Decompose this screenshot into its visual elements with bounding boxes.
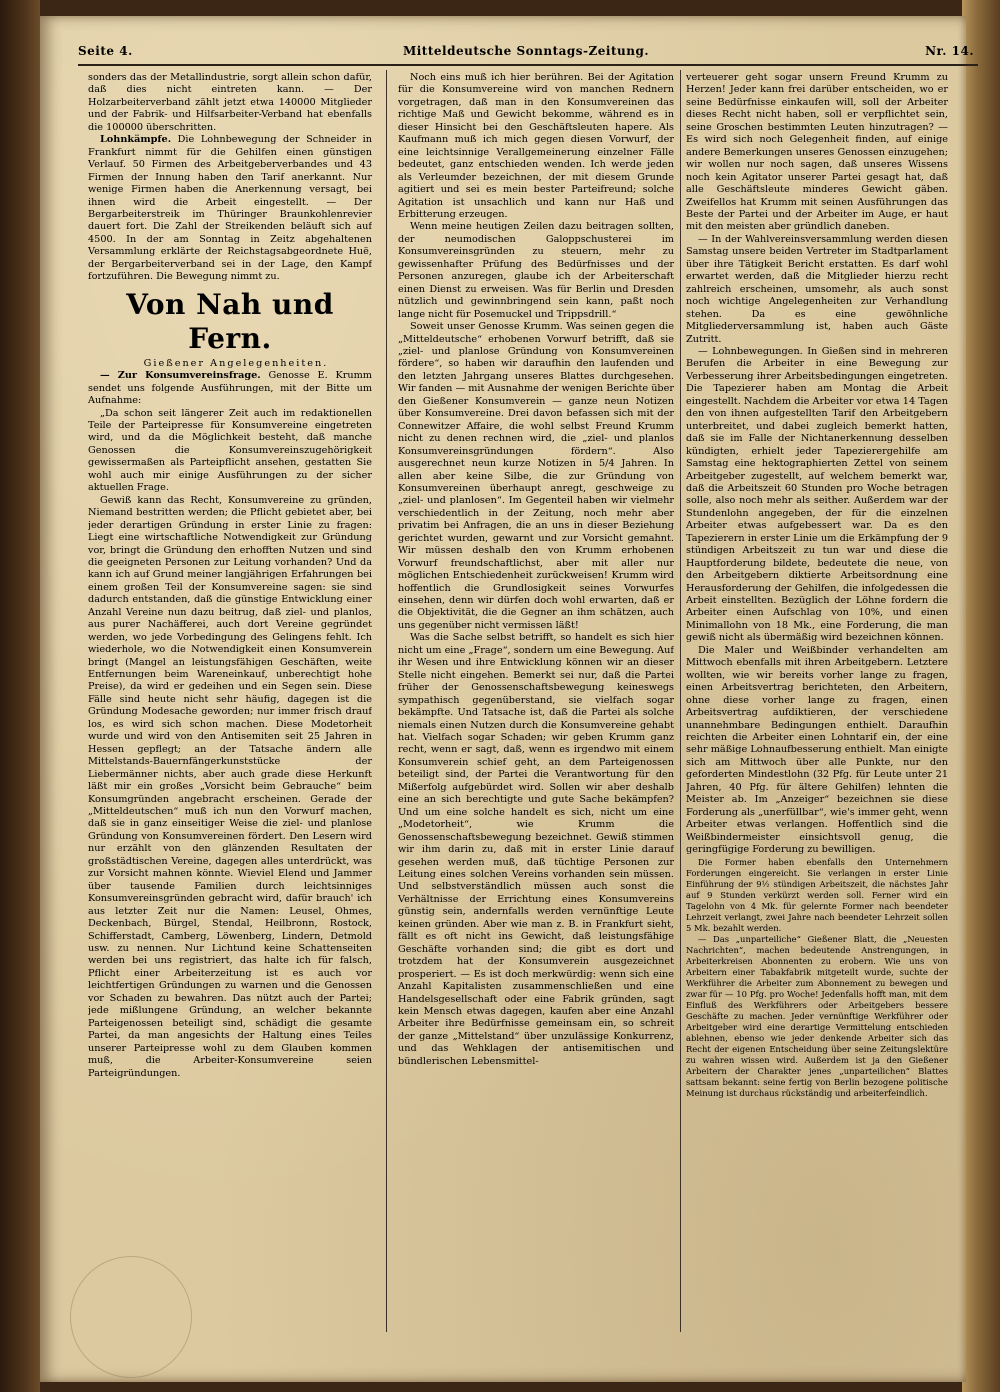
column-divider-1 [386, 70, 387, 1332]
paragraph: — In der Wahlvereinsversammlung werden diesen Samstag unsere beiden Vertreter im Stadtparlament über ihre Tätigkeit Bericht erstatten. Es darf wohl erwartet werden, daß die Mitglieder hierzu recht zahlreich erscheinen, umsomehr, als auch sonst noch wichtige Angelegenheiten zur Verhandlung stehen. Da es eine gewöhnliche Mitgliederversammlung ist, haben auch Gäste Zutritt. [686, 233, 948, 345]
column-divider-2 [680, 70, 681, 1332]
header-rule [78, 64, 978, 66]
paragraph: Noch eins muß ich hier berühren. Bei der Agitation für die Konsumvereine wird von manchen Rednern vorgetragen, daß man in den Konsumvereinen das richtige Maß und Gewicht bekomme, während es in dieser Hinsicht bei den Geschäftsleuten hapere. Als Kaufmann muß ich mich gegen diesen Vorwurf, der eine leichtsinnige Verallgemeinerung einzelner Fälle bedeutet, ganz entschieden wenden. Ich werde jeden als Verleumder bezeichnen, der mit diesem Grunde agitiert und sei es mein bester Parteifreund; solche Agitation ist unsachlich und kann nur Haß und Erbitterung erzeugen. [398, 72, 674, 220]
paragraph-text: Genosse E. Krumm sendet uns folgende Ausführungen, mit der Bitte um Aufnahme: [88, 370, 372, 407]
paragraph: Wenn meine heutigen Zeilen dazu beitragen sollten, der neumodischen Galoppschusterei im Konsumvereinsgründen zu steuern, mehr zu gewissenhafter Prüfung des Bedürfnisses und der Personen anzuregen, glaube ich der Arbeiterschaft einen Dienst zu erweisen. Was für Berlin und Dresden nützlich und gewinnbringend sein kann, paßt noch lange nicht für Posemuckel und Trippsdrill.“ [398, 221, 674, 320]
paragraph-small: — Das „unparteiliche“ Gießener Blatt, die „Neuesten Nachrichten“, machen bedeutende Anstrengungen, in Arbeiterkreisen Abonnenten zu erobern. Wie uns von Arbeitern einer Tabakfabrik mitgeteilt wurde, suchte der Werkführer die Arbeiter zum Abonnement zu bewegen und zwar für — 10 Pfg. pro Woche! Jedenfalls hofft man, mit dem Einfluß des Werkführers oder Arbeitgebers bessere Geschäfte zu machen. Jeder vernünftige Werkführer oder Arbeitgeber wird eine derartige Vermittelung entschieden ablehnen, ebenso wie jeder denkende Arbeiter sich das Recht der eigenen Entscheidung über seine Zeitungslektüre zu wahren wissen wird. Außerdem ist ja den Gießener Arbeitern der Charakter jenes „unparteilichen“ Blattes sattsam bekannt: seine fertig von Berlin bezogene politische Meinung ist durchaus rückständig und arbeiterfeindlich. [686, 933, 948, 1098]
section-label: — Zur Konsumvereinsfrage. [100, 370, 261, 382]
paragraph: verteuerer geht sogar unsern Freund Krumm zu Herzen! Jeder kann frei darüber entscheiden, wo er seine Bedürfnisse einkaufen will, soll der Arbeiter dieses Recht nicht haben, soll er verpflichtet sein, seine Groschen bestimmten Leuten hinzutragen? — Es wird sich noch Gelegenheit finden, auf einige andere Bemerkungen unseres Genossen einzugehen; wir wollen nur noch sagen, daß unseres Wissens noch kein Agitator unserer Partei gesagt hat, daß alle Geschäftsleute minderes Gewicht gäben. Zweifellos hat Krumm mit seinen Ausführungen das Beste der Partei und der Arbeiter im Auge, er haut mit den meisten aber gründlich daneben. [686, 72, 948, 233]
paragraph: sonders das der Metallindustrie, sorgt allein schon dafür, daß dies nicht eintreten kann. — Der Holzarbeiterverband zählt jetzt etwa 140000 Mitglieder und der Fabrik- und Hilfsarbeiter-Verband hat ebenfalls die 100000 überschritten. [88, 72, 372, 133]
paragraph: Was die Sache selbst betrifft, so handelt es sich hier nicht um eine „Frage“, sondern um eine Bewegung. Auf ihr Wesen und ihre Entwicklung können wir an dieser Stelle nicht eingehen. Bemerkt sei nur, daß die Partei früher der Genossenschaftsbewegung keineswegs sympathisch gegenüberstand, sie vielfach sogar bekämpfte. Und Tatsache ist, daß die Partei als solche niemals einen Nutzen durch die Konsumvereine gehabt hat. Vielfach sogar Schaden; wir geben Krumm ganz recht, wenn er sagt, daß, wenn es irgendwo mit einem Konsumverein schief geht, an dem Parteigenossen beteiligt sind, der Partei die Verantwortung für den Mißerfolg aufgebürdet wird. Sollen wir aber deshalb eine an sich berechtigte und gute Sache bekämpfen? Und um eine solche handelt es sich, nicht um eine „Modetorheit“, wie Krumm die Genossenschaftsbewegung bezeichnet. Gewiß stimmen wir ihm darin zu, daß mit in erster Linie darauf gesehen werden muß, daß tüchtige Personen zur Leitung eines solchen Vereins vorhanden sein müssen. Und selbstverständlich müssen auch sonst die Verhältnisse der Errichtung eines Konsumvereins günstig sein, andernfalls werden vernünftige Leute keinen gründen. Aber wie man z. B. in Frankfurt sieht, fällt es oft nicht ins Gewicht, daß leistungsfähige Geschäfte vorhanden sind; die gibt es dort und trotzdem hat der Konsumverein ausgezeichnet prosperiert. — Es ist doch merkwürdig: wenn sich eine Anzahl Kapitalisten zusammenschließen und eine Handelsgesellschaft oder eine Fabrik gründen, sagt kein Mensch etwas dagegen, kaufen aber eine Anzahl Arbeiter ihre Bedürfnisse gemeinsam ein, so schreit der ganze „Mittelstand“ über unzulässige Konkurrenz, und das Wehklagen der antisemitischen und bündlerischen Lebensmittel- [398, 632, 674, 1067]
paragraph-text: Die Lohnbewegung der Schneider in Frankfurt nimmt für die Gehilfen einen günstigen Verlauf. 50 Firmen des Arbeitgeberverbandes und 43 Firmen der Innung haben den Tarif anerkannt. Nur wenige Firmen haben die Anerkennung versagt, bei ihnen wird die Arbeit eingestellt. — Der Bergarbeiterstreik im Thüringer Braunkohlenrevier dauert fort. Die Zahl der Streikenden beläuft sich auf 4500. In der am Sonntag in Zeitz abgehaltenen Versammlung erklärte der Reichstagsabgeordnete Huë, der Bergarbeiterverband sei in der Lage, den Kampf fortzuführen. Die Bewegung nimmt zu. [88, 134, 372, 283]
column-1 [88, 72, 372, 1334]
paragraph: Die Maler und Weißbinder verhandelten am Mittwoch ebenfalls mit ihren Arbeitgebern. Letztere wollten, wie wir bereits vorher lange zu fragen, einen Arbeitsvertrag berichteten, den Arbeitern, ohne diese vorher lange zu fragen, einen Arbeitsvertrag aufdiktieren, der verschiedene unannehmbare Bedingungen enthielt. Daraufhin reichten die Arbeiter einen Lohntarif ein, der eine sehr mäßige Lohnaufbesserung enthielt. Man einigte sich am Mittwoch über alle Punkte, nur den geforderten Mindestlohn (32 Pfg. für Leute unter 21 Jahren, 40 Pfg. für ältere Gehilfen) lehnten die Meister ab. Im „Anzeiger“ bezeichnen sie diese Forderung als „unerfüllbar“, wie's immer geht, wenn Arbeiter etwas verlangen. Hoffentlich sind die Weißbindermeister einsichtsvoll genug, die geringfügige Forderung zu bewilligen. [686, 644, 948, 856]
subheading: Gießener Angelegenheiten. [143, 357, 329, 369]
paragraph: „Da schon seit längerer Zeit auch im redaktionellen Teile der Parteipresse für Konsumvereine eingetreten wird, und da die Möglichkeit besteht, daß manche Genossen die Konsumvereinszugehörigkeit gewissermaßen als Parteipflicht ansehen, gestatten Sie wohl auch mir einige Ausführungen zu der sicher aktuellen Frage. [88, 407, 372, 494]
paragraph [88, 134, 372, 283]
paragraph-small: Die Former haben ebenfalls den Unternehmern Forderungen eingereicht. Sie verlangen in erster Linie Einführung der 9½ stündigen Arbeitszeit, die nächstes Jahr auf 9 Stunden verkürzt werden soll. Ferner wird ein Tagelohn von 4 Mk. für gelernte Former nach beendeter Lehrzeit verlangt, zwei Jahre nach beendeter Lehrzeit sollen 5 Mk. bezahlt werden. [686, 856, 948, 933]
paragraph [88, 370, 372, 407]
book-binding [0, 0, 40, 1392]
section-title: Von Nah und Fern. [126, 287, 334, 355]
column-2 [398, 72, 674, 1334]
column-3 [686, 72, 948, 1334]
section-label: Lohnkämpfe. [100, 134, 172, 146]
paragraph: Soweit unser Genosse Krumm. Was seinen gegen die „Mitteldeutsche“ erhobenen Vorwurf betrifft, daß sie „ziel- und planlose Gründung von Konsumvereinen fördere“, so haben wir daraufhin den laufenden und den letzten Jahrgang unseres Blattes durchgesehen. Wir fanden — mit Ausnahme der wenigen Berichte über den Gießener Konsumverein — ganze neun Notizen über Konsumvereine. Drei davon befassen sich mit der Connewitzer Affaire, die wohl selbst Freund Krumm nicht zu denen rechnen wird, die „ziel- und planlos Konsumvereinsgründungen fördern“. Also ausgerechnet neun kurze Notizen in 5/4 Jahren. In allen aber keine Silbe, die zur Gründung von Konsumvereinen überhaupt anregt, geschweige zu „ziel- und planlosen“. Im Gegenteil haben wir vielmehr verschiedentlich in der Zeitung, noch mehr aber privatim bei Anfragen, die an uns in dieser Beziehung gerichtet wurden, gewarnt und zur Vorsicht gemahnt. Wir müssen deshalb den von Krumm erhobenen Vorwurf freundschaftlichst, aber mit aller nur möglichen Entschiedenheit zurückweisen! Krumm wird hoffentlich die Grundlosigkeit seines Vorwurfes einsehen, denn wir dürfen doch wohl erwarten, daß er die Objektivität, die die Gegner an ihm schätzen, auch uns gegenüber nicht vermissen läßt! [398, 321, 674, 631]
paragraph: Gewiß kann das Recht, Konsumvereine zu gründen, Niemand bestritten werden; die Pflicht gebietet aber, bei jeder derartigen Gründung in erster Linie zu fragen: Liegt eine wirtschaftliche Notwendigkeit zur Gründung vor, bringt die Gründung den erhofften Nutzen und sind die geeigneten Personen zur Leitung vorhanden? Und da kann ich auf Grund meiner langjährigen Erfahrungen bei einem großen Teil der Konsumvereine sagen: sie sind dadurch entstanden, daß die günstige Entwicklung einer Anzahl Vereine nun dazu beitrug, daß ziel- und planlos, aus purer Nachäfferei, auch dort Vereine gegründet werden, wo jede Vorbedingung des Gelingens fehlt. Ich wiederhole, wo die Notwendigkeit einen Konsumverein bringt (Mangel an leistungsfähigen Geschäften, weite Entfernungen beim Wareneinkauf, unberechtigt hohe Preise), da wird er gedeihen und ein Segen sein. Diese Fälle sind heute nicht sehr häufig, dagegen ist die Gründung Modesache geworden; nur immer frisch drauf los, es wird sich schon machen. Diese Modetorheit wurde und wird von den Antisemiten seit 25 Jahren in Hessen gepflegt; an der Tatsache ändern alle Mittelstands-Bauernfängerkunststücke der Liebermänner nichts, aber auch grade diese Herkunft läßt mir ein großes „Vorsicht beim Gebrauche“ beim Konsumgründen angebracht erscheinen. Gerade der „Mitteldeutschen“ muß ich nun den Vorwurf machen, daß sie in ganz einseitiger Weise die ziel- und planlose Gründung von Konsumvereinen fördert. Den Lesern wird nur erzählt von den glänzenden Resultaten der großstädtischen Vereine, dagegen alles unterdrückt, was zur Vorsicht mahnen könnte. Wieviel Elend und Jammer über tausende Familien durch leichtsinniges Konsumvereinsgründen gebracht wird, dafür brauch' ich aus letzter Zeit nur die Namen: Leusel, Ohmes, Deckenbach, Bürgel, Stendal, Heilbronn, Rostock, Schifferstadt, Camberg, Löwenberg, Lindern, Detmold usw. zu nennen. Nur Lichtund keine Schattenseiten werden bei uns registriert, das halte ich für falsch, Pflicht einer Arbeiterzeitung ist es auch vor leichtfertigen Gründungen zu warnen und die Genossen vor Schaden zu bewahren. Das nützt auch der Partei; jede mißlungene Gründung, an welcher bekannte Parteigenossen beteiligt sind, schädigt die gesamte Partei, da man angesichts der Haltung eines Teiles unserer Parteipresse wohl zu dem Glauben kommen muß, die Arbeiter-Konsumvereine seien Parteigründungen. [88, 494, 372, 1079]
issue-number: Nr. 14. [925, 44, 974, 58]
paragraph: — Lohnbewegungen. In Gießen sind in mehreren Berufen die Arbeiter in eine Bewegung zur Verbesserung ihrer Arbeitsbedingungen eingetreten. Die Tapezierer haben am Montag die Arbeit eingestellt. Nachdem die Arbeiter vor etwa 14 Tagen den von ihnen aufgestellten Tarif den Arbeitgebern unterbreitet, und dabei zugleich bemerkt hatten, daß sie im Falle der Nichtanerkennung desselben kündigten, erhielt jeder Tapezierergehilfe am Samstag eine hektographierten Zettel von seinem Arbeitgeber zugestellt, auf welchem bemerkt war, daß die Arbeitszeit 60 Stunden pro Woche betragen solle, also noch mehr als seither. Außerdem war der Stundenlohn angegeben, der für die einzelnen Arbeiter etwas aufgebessert war. Da es den Tapezierern in erster Linie um die Erkämpfung der 9 stündigen Arbeitszeit zu tun war und diese die Hauptforderung bildete, bedeutete die neue, von den Arbeitgebern diktierte Arbeitsordnung eine Herausforderung der Gehilfen, die infolgedessen die Arbeit einstellten. Bezüglich der Löhne fordern die Arbeiter einen Aufschlag von 10%, und einen Minimallohn von 18 Mk., eine Forderung, die man gewiß nicht als übermäßig wird bezeichnen können. [686, 345, 948, 644]
page-stack-edge [962, 0, 1000, 1392]
paper-title: Mitteldeutsche Sonntags-Zeitung. [402, 44, 650, 58]
page-number: Seite 4. [78, 44, 133, 58]
page-header [78, 44, 974, 66]
